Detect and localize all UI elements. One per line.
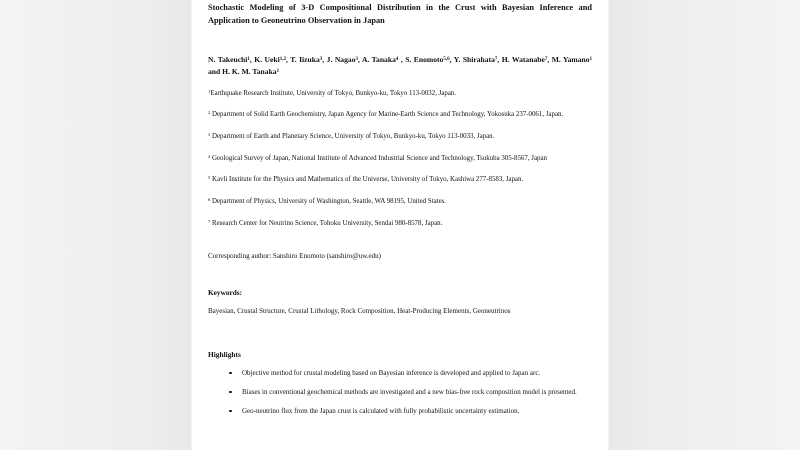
affiliation-list: [208, 78, 592, 230]
affiliation-marker: 3: [208, 132, 211, 138]
affiliation-marker: 6: [208, 197, 211, 203]
highlights-list: [208, 359, 592, 417]
affiliation-marker: 1: [208, 88, 211, 94]
author-name: J. Nagao: [326, 55, 356, 65]
bullet-icon: [229, 410, 232, 413]
affiliation-item: [208, 164, 592, 186]
author-name: A. Tanaka: [361, 55, 396, 65]
highlight-text: Objective method for crustal modeling based on Bayesian inference is developed and applied to Japan arc.: [242, 368, 541, 377]
affiliation-marker: 2: [208, 110, 211, 116]
affiliation-text: Department of Solid Earth Geochemistry, Japan Agency for Marine-Earth Science and Technology, Yokosuka 237-0061, Japan.: [212, 111, 564, 119]
author-name: K. Ueki: [254, 55, 280, 65]
highlight-text: Biases in conventional geochemical methods are investigated and a new bias-free rock composition model is presented.: [242, 387, 577, 396]
highlight-item: [242, 398, 592, 417]
highlight-item: [242, 368, 592, 379]
affiliation-text: Geological Survey of Japan, National Institute of Advanced Industrial Science and Technology, Tsukuba 305-8567, Japan: [212, 154, 547, 162]
author-affiliation-marker: 1,2: [279, 57, 286, 63]
author-affiliation-marker: 7: [494, 57, 498, 63]
affiliation-item: [208, 99, 592, 121]
author-name: N. Takeuchi: [208, 55, 248, 65]
affiliation-text: Department of Physics, University of Washington, Seattle, WA 98195, United States.: [212, 198, 447, 206]
bullet-icon: [229, 372, 232, 375]
affiliation-item: [208, 78, 592, 100]
affiliation-item: [208, 143, 592, 165]
author-affiliation-marker: 1: [589, 57, 593, 63]
bullet-icon: [229, 391, 232, 394]
author-name: H. Watanabe: [501, 55, 545, 65]
author-affiliation-marker: 1: [247, 57, 250, 63]
affiliation-text: Department of Earth and Planetary Science, University of Tokyo, Bunkyo-ku, Tokyo 113-0033, Japan.: [212, 133, 495, 140]
author-affiliation-marker: 3: [355, 57, 358, 63]
affiliation-text: Kavli Institute for the Physics and Mathematics of the Universe, University of Tokyo, Kashiwa 277-8583, Japan.: [212, 176, 524, 184]
affiliation-marker: 7: [208, 218, 211, 224]
corresponding-author: Corresponding author: Sanshiro Enomoto (sanshiro@uw.edu): [208, 252, 381, 261]
author-affiliation-marker: 5,6: [443, 57, 450, 63]
author-name: Y. Shirahata: [453, 55, 495, 65]
keywords-body: Bayesian, Crustal Structure, Crustal Lithology, Rock Composition, Heat-Producing Elements, Geoneutrinos: [208, 306, 511, 315]
author-affiliation-marker: 1: [276, 68, 280, 74]
affiliation-marker: 5: [208, 175, 211, 181]
author-name: H. K. M. Tanaka: [222, 66, 277, 76]
highlight-text: Geo-neutrino flux from the Japan crust is calculated with fully probabilistic uncertainty estimation.: [242, 406, 520, 415]
author-name: S. Enomoto: [405, 55, 444, 65]
highlights-heading: Highlights: [208, 349, 241, 359]
page-title: Stochastic Modeling of 3-D Compositional Distribution in the Crust with Bayesian Inference and Application to Geoneutrino Observation in Japan: [208, 3, 592, 25]
highlight-item: [242, 379, 592, 398]
affiliation-item: [208, 186, 592, 208]
author-affiliation-marker: 7: [544, 57, 548, 63]
author-affiliation-marker: 3: [319, 57, 323, 63]
author-list: N. Takeuchi$^1$, K. Ueki$^{1,2}$, T. Iizuka$^3$, J. Nagao$^3$, A. Tanaka$^4$ , S. Enomoto$^{5,6}$, Y. Shirahata$^7$, H. Watanabe$^7$, M. Yamano$^1$ and H. K. M. Tanaka$^1$: [208, 55, 593, 76]
affiliation-item: [208, 208, 592, 230]
author-name: T. Iizuka: [290, 55, 320, 65]
affiliation-text: Earthquake Research Institute, University of Tokyo, Bunkyo-ku, Tokyo 113-0032, Japan.: [210, 89, 457, 97]
affiliation-item: [208, 121, 592, 143]
author-affiliation-marker: 4: [395, 57, 399, 63]
affiliation-text: Research Center for Neutrino Science, Tohoku University, Sendai 980-8578, Japan.: [212, 219, 443, 227]
author-name: M. Yamano: [551, 55, 590, 65]
keywords-heading: Keywords:: [208, 287, 243, 297]
document-page: [192, 0, 608, 450]
affiliation-marker: 4: [208, 153, 211, 159]
